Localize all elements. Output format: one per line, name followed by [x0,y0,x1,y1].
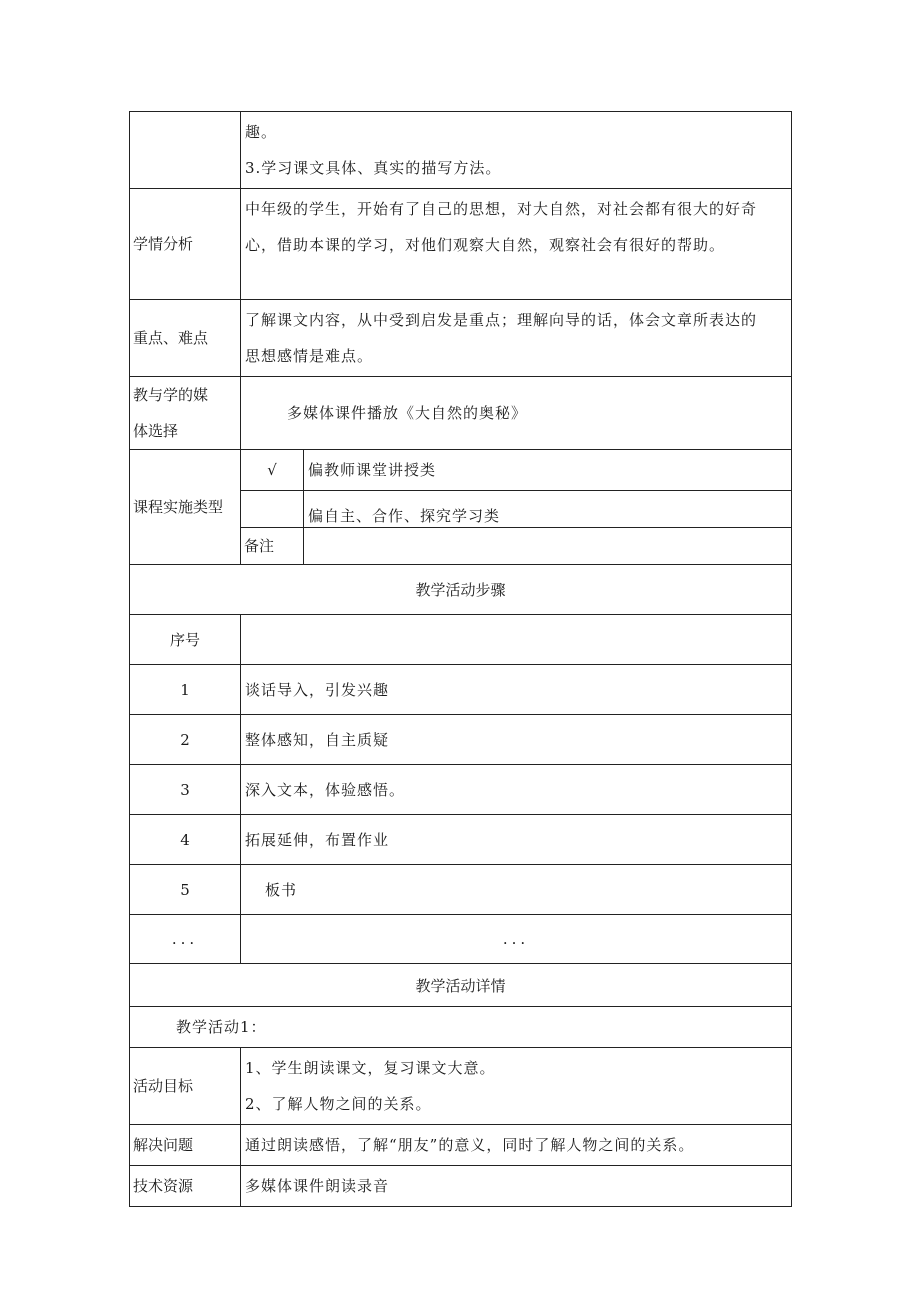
learner-analysis-line-1: 中年级的学生，开始有了自己的思想，对大自然，对社会都有很大的好奇 [245,200,758,218]
step-ellipsis-left: ... [130,915,241,964]
problem-value: 通过朗读感悟，了解“朋友”的意义，同时了解人物之间的关系。 [241,1125,792,1166]
learner-analysis-row [130,189,792,300]
step-number: 3 [130,765,241,815]
step-row [130,815,792,865]
step-text: 板书 [241,865,792,915]
activity-title: 教学活动1： [130,1007,792,1048]
activity-goal-row [130,1048,792,1125]
steps-heading-row [130,565,792,615]
lesson-plan-table [129,111,792,1207]
problem-row [130,1125,792,1166]
key-points-content [241,300,792,377]
tech-value: 多媒体课件朗读录音 [241,1166,792,1207]
course-type-label: 课程实施类型 [130,450,241,565]
step-ellipsis-right: ... [241,915,792,964]
course-type-option-1-text: 偏教师课堂讲授类 [304,450,792,491]
key-points-label: 重点、难点 [130,300,241,377]
tech-row [130,1166,792,1207]
step-ellipsis-row [130,915,792,964]
step-number: 2 [130,715,241,765]
step-text: 拓展延伸，布置作业 [241,815,792,865]
steps-header-row [130,615,792,665]
media-label [130,377,241,450]
objectives-content-cell [241,112,792,189]
step-row [130,865,792,915]
step-row [130,665,792,715]
step-number: 5 [130,865,241,915]
step-number: 1 [130,665,241,715]
learner-analysis-content [241,189,792,300]
remark-label: 备注 [241,528,304,565]
media-label-line-1: 教与学的媒 [133,386,209,404]
step-text: 谈话导入，引发兴趣 [241,665,792,715]
media-value: 多媒体课件播放《大自然的奥秘》 [241,377,792,450]
objectives-label-cell [130,112,241,189]
tech-label: 技术资源 [130,1166,241,1207]
activity-goal-line-1: 1、学生朗读课文，复习课文大意。 [245,1059,496,1077]
step-text: 整体感知，自主质疑 [241,715,792,765]
seq-header: 序号 [130,615,241,665]
key-points-row [130,300,792,377]
step-number: 4 [130,815,241,865]
remark-value [304,528,792,565]
course-type-option-2-mark [241,491,304,528]
activity-goal-label: 活动目标 [130,1048,241,1125]
learner-analysis-label: 学情分析 [130,189,241,300]
step-text: 深入文本，体验感悟。 [241,765,792,815]
steps-heading: 教学活动步骤 [130,565,792,615]
activity-goal-content [241,1048,792,1125]
key-points-line-1: 了解课文内容，从中受到启发是重点；理解向导的话，体会文章所表达的 [245,311,758,329]
details-heading: 教学活动详情 [130,964,792,1007]
objectives-line-1: 趣。 [245,123,278,141]
key-points-line-2: 思想感情是难点。 [245,347,374,365]
course-type-option-1-mark: √ [241,450,304,491]
media-label-line-2: 体选择 [133,422,179,440]
media-row [130,377,792,450]
details-heading-row [130,964,792,1007]
problem-label: 解决问题 [130,1125,241,1166]
course-type-option-2-text: 偏自主、合作、探究学习类 [304,491,792,528]
objectives-line-2: 3.学习课文具体、真实的描写方法。 [245,159,502,177]
step-row [130,765,792,815]
course-type-row-1 [130,450,792,491]
step-row [130,715,792,765]
activity-goal-line-2: 2、了解人物之间的关系。 [245,1095,432,1113]
steps-header-blank [241,615,792,665]
activity-title-row [130,1007,792,1048]
objectives-continued-row [130,112,792,189]
learner-analysis-line-2: 心，借助本课的学习，对他们观察大自然，观察社会有很好的帮助。 [245,236,726,254]
